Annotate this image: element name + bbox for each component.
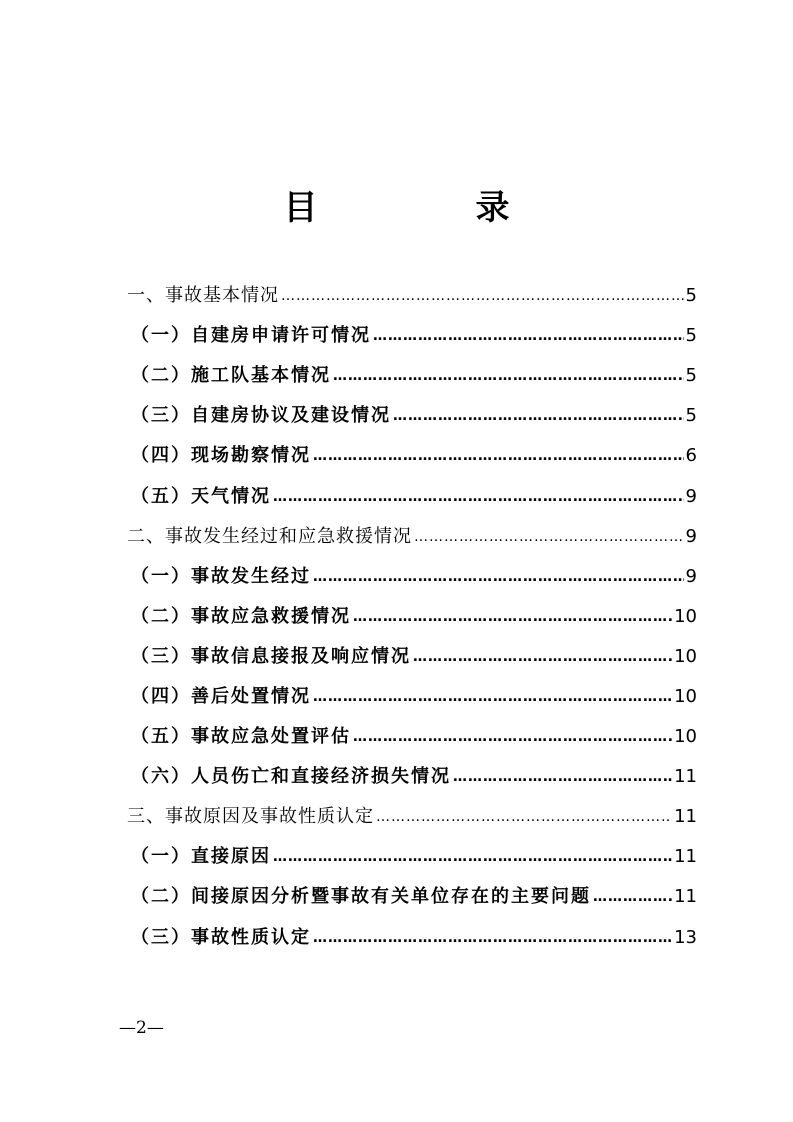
toc-entry-label: （三）自建房协议及建设情况 xyxy=(131,405,391,427)
toc-entry[interactable] xyxy=(127,918,697,958)
toc-entry[interactable] xyxy=(127,837,697,877)
toc-entry-page: 10 xyxy=(674,726,697,748)
toc-entry-label: （三）事故性质认定 xyxy=(131,926,311,948)
toc-entry[interactable] xyxy=(127,877,697,917)
toc-entry-label: （一）直接原因 xyxy=(131,846,271,868)
toc-entry-page: 9 xyxy=(685,525,697,547)
toc-leader-dots xyxy=(281,276,684,316)
page-title: 目 录 xyxy=(283,188,572,228)
page-number: —2— xyxy=(119,1018,164,1038)
toc-leader-dots xyxy=(333,356,684,396)
toc-entry-page: 10 xyxy=(674,685,697,707)
toc-leader-dots xyxy=(453,757,672,797)
toc-entry-page: 5 xyxy=(685,365,697,387)
toc-entry-label: （六）人员伤亡和直接经济损失情况 xyxy=(131,766,451,788)
toc-entry[interactable] xyxy=(127,757,697,797)
toc-entry-page: 11 xyxy=(674,806,697,828)
toc-entry[interactable] xyxy=(127,316,697,356)
toc-entry-label: （四）善后处置情况 xyxy=(131,685,311,707)
toc-entry-label: （二）事故应急救援情况 xyxy=(131,605,351,627)
toc-leader-dots xyxy=(313,557,684,597)
toc-leader-dots xyxy=(313,677,672,717)
toc-entry-page: 10 xyxy=(674,645,697,667)
toc-entry-label: （二）施工队基本情况 xyxy=(131,365,331,387)
toc-entry[interactable] xyxy=(127,557,697,597)
toc-entry[interactable] xyxy=(127,797,697,837)
toc-entry-page: 9 xyxy=(685,565,697,587)
toc-entry-label: （五）天气情况 xyxy=(131,485,271,507)
toc-leader-dots xyxy=(353,717,672,757)
toc-leader-dots xyxy=(414,517,684,557)
toc-entry-label: （四）现场勘察情况 xyxy=(131,445,311,467)
toc-entry-page: 5 xyxy=(685,405,697,427)
toc-leader-dots xyxy=(376,797,672,837)
toc-entry[interactable] xyxy=(127,276,697,316)
toc-entry[interactable] xyxy=(127,637,697,677)
toc-entry[interactable] xyxy=(127,717,697,757)
toc-entry-label: 二、事故发生经过和应急救援情况 xyxy=(127,525,412,547)
table-of-contents xyxy=(127,276,697,958)
toc-entry[interactable] xyxy=(127,436,697,476)
toc-entry-page: 13 xyxy=(674,926,697,948)
toc-leader-dots xyxy=(393,396,684,436)
toc-leader-dots xyxy=(313,436,684,476)
toc-entry-page: 11 xyxy=(674,886,697,908)
toc-entry-label: （二）间接原因分析暨事故有关单位存在的主要问题 xyxy=(131,886,591,908)
toc-entry-label: （三）事故信息接报及响应情况 xyxy=(131,645,411,667)
toc-entry-page: 11 xyxy=(674,766,697,788)
toc-entry-page: 6 xyxy=(685,445,697,467)
toc-entry-page: 11 xyxy=(674,846,697,868)
toc-entry-page: 10 xyxy=(674,605,697,627)
toc-leader-dots xyxy=(373,316,684,356)
toc-entry[interactable] xyxy=(127,517,697,557)
toc-entry-label: （五）事故应急处置评估 xyxy=(131,726,351,748)
toc-entry[interactable] xyxy=(127,356,697,396)
toc-entry-label: 三、事故原因及事故性质认定 xyxy=(127,806,374,828)
toc-leader-dots xyxy=(593,877,672,917)
toc-entry[interactable] xyxy=(127,597,697,637)
toc-entry-page: 5 xyxy=(685,285,697,307)
toc-entry-label: （一）事故发生经过 xyxy=(131,565,311,587)
toc-leader-dots xyxy=(273,477,684,517)
toc-entry-page: 9 xyxy=(685,485,697,507)
toc-entry-page: 5 xyxy=(685,325,697,347)
toc-entry[interactable] xyxy=(127,677,697,717)
toc-entry[interactable] xyxy=(127,476,697,516)
toc-leader-dots xyxy=(353,597,672,637)
toc-entry-label: 一、事故基本情况 xyxy=(127,285,279,307)
toc-leader-dots xyxy=(273,837,672,877)
toc-entry[interactable] xyxy=(127,396,697,436)
toc-leader-dots xyxy=(413,637,672,677)
toc-entry-label: （一）自建房申请许可情况 xyxy=(131,325,371,347)
toc-leader-dots xyxy=(313,918,672,958)
